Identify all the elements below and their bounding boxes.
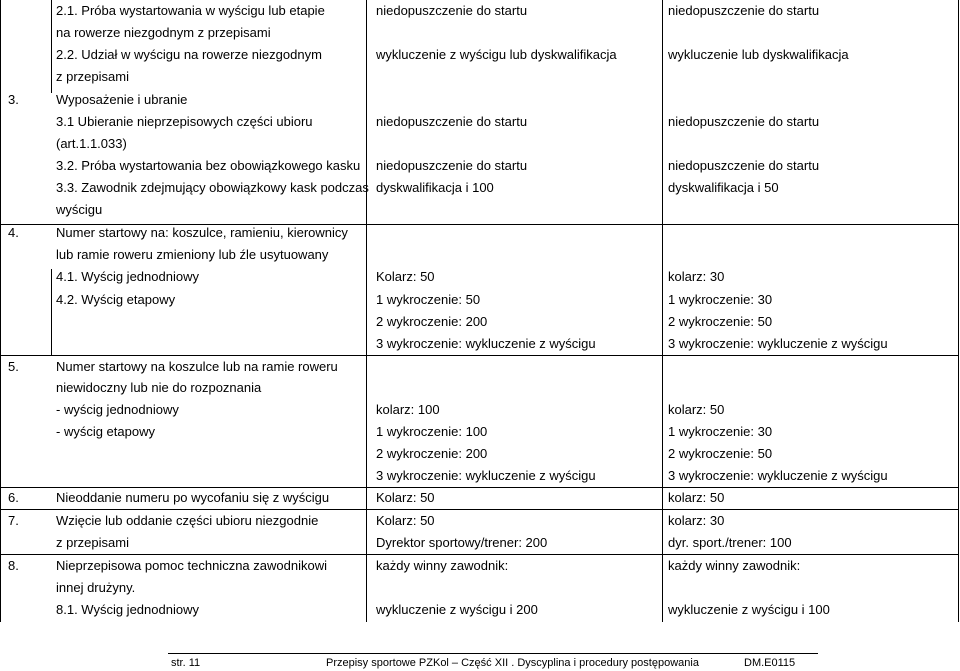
penalty-cell-col2: niedopuszczenie do startu (668, 3, 820, 18)
row-label: 8.1. Wyścig jednodniowy (56, 602, 199, 617)
penalty-cell-col2: niedopuszczenie do startu (668, 114, 820, 129)
penalty-cell-col2: 2 wykroczenie: 50 (668, 446, 773, 461)
penalty-cell-col2: niedopuszczenie do startu (668, 158, 820, 173)
row-divider (0, 509, 959, 510)
table-inner-divider-main (51, 0, 52, 93)
penalty-cell-col1: niedopuszczenie do startu (376, 158, 528, 173)
penalty-cell-col2: 3 wykroczenie: wykluczenie z wyścigu (668, 468, 888, 483)
section-number: 5. (8, 359, 19, 374)
table-right-border (958, 0, 959, 622)
penalty-cell-col2: wykluczenie z wyścigu i 100 (668, 602, 830, 617)
penalty-cell-col1: 3 wykroczenie: wykluczenie z wyścigu (376, 336, 596, 351)
penalty-cell-col2: 1 wykroczenie: 30 (668, 292, 773, 307)
penalty-cell-col1: 2 wykroczenie: 200 (376, 314, 488, 329)
penalty-cell-col1: 1 wykroczenie: 100 (376, 424, 488, 439)
penalty-cell-col2: 3 wykroczenie: wykluczenie z wyścigu (668, 336, 888, 351)
row-label: - wyścig etapowy (56, 424, 155, 439)
penalty-cell-col1: wykluczenie z wyścigu lub dyskwalifikacja (376, 47, 617, 62)
penalty-cell-col2: dyskwalifikacja i 50 (668, 180, 779, 195)
table-inner-divider-lower (51, 269, 52, 356)
penalty-cell-col1: Dyrektor sportowy/trener: 200 (376, 535, 548, 550)
row-label: 2.2. Udział w wyścigu na rowerze niezgodnym (56, 47, 322, 62)
penalty-cell-col1: 2 wykroczenie: 200 (376, 446, 488, 461)
footer-page-number: str. 11 (171, 657, 201, 669)
row-label: wyścigu (56, 202, 103, 217)
penalty-cell-col2: kolarz: 30 (668, 269, 725, 284)
penalty-cell-col1: niedopuszczenie do startu (376, 114, 528, 129)
section-title: Numer startowy na koszulce lub na ramie roweru (56, 359, 338, 374)
row-label: 3.1 Ubieranie nieprzepisowych części ubioru (56, 114, 313, 129)
section-title: innej drużyny. (56, 580, 136, 595)
penalty-cell-col2: kolarz: 50 (668, 402, 725, 417)
row-label: 3.2. Próba wystartowania bez obowiązkowego kasku (56, 158, 361, 173)
row-label: 2.1. Próba wystartowania w wyścigu lub etapie (56, 3, 325, 18)
section-title: Wyposażenie i ubranie (56, 92, 188, 107)
row-label: 3.3. Zawodnik zdejmujący obowiązkowy kask podczas (56, 180, 369, 195)
penalty-cell-col2: kolarz: 50 (668, 490, 725, 505)
penalty-cell-col1: kolarz: 100 (376, 402, 440, 417)
row-label: 4.2. Wyścig etapowy (56, 292, 176, 307)
row-label: - wyścig jednodniowy (56, 402, 179, 417)
column-divider-2 (662, 0, 663, 622)
footer-document-title: Przepisy sportowe PZKol – Część XII . Dyscyplina i procedury postępowania (326, 657, 699, 669)
penalty-cell-col1: każdy winny zawodnik: (376, 558, 509, 573)
section-title: lub ramie roweru zmieniony lub źle usytuowany (56, 247, 329, 262)
penalty-cell-col2: 2 wykroczenie: 50 (668, 314, 773, 329)
penalty-cell-col1: Kolarz: 50 (376, 490, 435, 505)
penalty-cell-col1: dyskwalifikacja i 100 (376, 180, 494, 195)
row-label: na rowerze niezgodnym z przepisami (56, 25, 271, 40)
row-divider (0, 355, 959, 356)
footer-document-code: DM.E0115 (744, 657, 796, 669)
section-title: Numer startowy na: koszulce, ramieniu, kierownicy (56, 225, 348, 240)
column-divider-1 (366, 0, 367, 622)
row-divider (0, 487, 959, 488)
section-number: 7. (8, 513, 19, 528)
section-number: 3. (8, 92, 19, 107)
row-label: (art.1.1.033) (56, 136, 127, 151)
penalty-cell-col1: Kolarz: 50 (376, 513, 435, 528)
footer-rule (168, 653, 818, 654)
section-title: Nieoddanie numeru po wycofaniu się z wyścigu (56, 490, 330, 505)
section-number: 4. (8, 225, 19, 240)
row-label: z przepisami (56, 69, 129, 84)
penalty-cell-col1: niedopuszczenie do startu (376, 3, 528, 18)
section-number: 8. (8, 558, 19, 573)
row-divider (0, 554, 959, 555)
penalty-cell-col2: dyr. sport./trener: 100 (668, 535, 792, 550)
section-title: z przepisami (56, 535, 129, 550)
table-left-border (0, 0, 1, 622)
penalty-cell-col2: 1 wykroczenie: 30 (668, 424, 773, 439)
section-title: Wzięcie lub oddanie części ubioru niezgodnie (56, 513, 319, 528)
section-title: niewidoczny lub nie do rozpoznania (56, 380, 262, 395)
penalty-cell-col1: 1 wykroczenie: 50 (376, 292, 481, 307)
penalty-cell-col1: Kolarz: 50 (376, 269, 435, 284)
penalty-cell-col2: wykluczenie lub dyskwalifikacja (668, 47, 849, 62)
row-label: 4.1. Wyścig jednodniowy (56, 269, 199, 284)
penalty-cell-col1: wykluczenie z wyścigu i 200 (376, 602, 538, 617)
penalty-cell-col1: 3 wykroczenie: wykluczenie z wyścigu (376, 468, 596, 483)
penalty-cell-col2: kolarz: 30 (668, 513, 725, 528)
penalty-cell-col2: każdy winny zawodnik: (668, 558, 801, 573)
section-number: 6. (8, 490, 19, 505)
section-title: Nieprzepisowa pomoc techniczna zawodnikowi (56, 558, 327, 573)
